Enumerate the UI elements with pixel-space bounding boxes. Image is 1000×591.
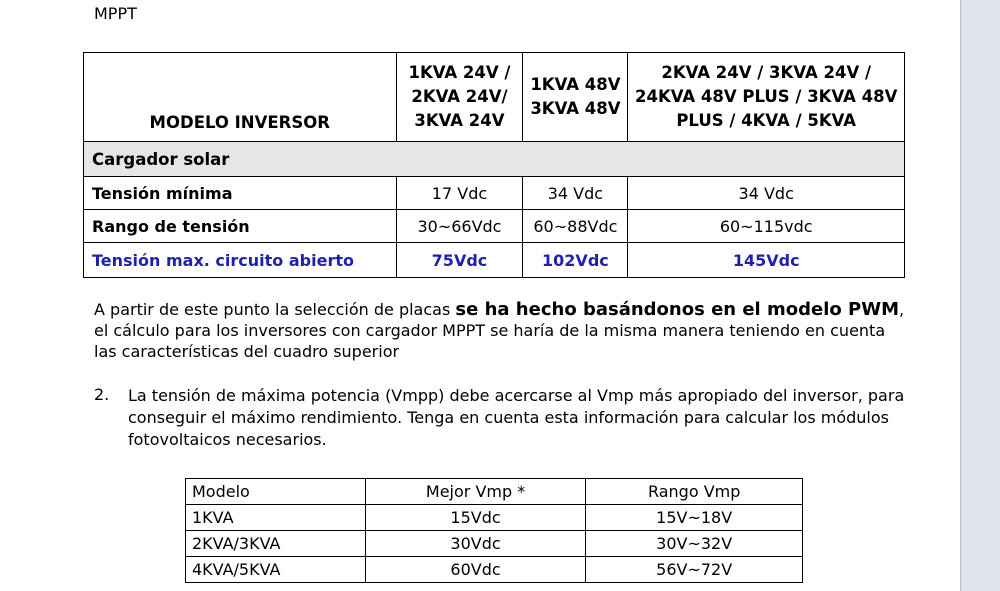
cell-value: 17 Vdc — [396, 177, 523, 210]
list-item-line: conseguir el máximo rendimiento. Tenga en cuenta esta información para calcular los módulos — [128, 408, 889, 427]
cell-value: 30Vdc — [365, 531, 586, 557]
cell-value: 75Vdc — [396, 243, 523, 278]
cell-value: 4KVA/5KVA — [186, 557, 366, 583]
table-row — [186, 505, 803, 531]
paragraph-text: A partir de este punto la selección de placas — [94, 300, 456, 319]
column-header: Modelo — [186, 479, 366, 505]
list-item-text — [128, 385, 918, 451]
paragraph — [94, 299, 914, 362]
cell-value: 30V~32V — [586, 531, 803, 557]
paragraph-line: las características del cuadro superior — [94, 342, 400, 361]
list-item-number: 2. — [94, 385, 110, 404]
cell-value: 30~66Vdc — [396, 210, 523, 243]
row-label: Rango de tensión — [84, 210, 397, 243]
column-header: Mejor Vmp * — [365, 479, 586, 505]
list-item-line: La tensión de máxima potencia (Vmpp) debe acercarse al Vmp más apropiado del inversor, para — [128, 386, 905, 405]
cell-value: 102Vdc — [523, 243, 628, 278]
column-header: Rango Vmp — [586, 479, 803, 505]
table-header-row — [186, 479, 803, 505]
cell-value: 60~115vdc — [628, 210, 905, 243]
paragraph-text: , — [898, 300, 905, 319]
row-label: Tensión max. circuito abierto — [84, 243, 397, 278]
col3-header-line: 2KVA 24V / 3KVA 24V / — [661, 63, 871, 82]
table-row — [84, 177, 905, 210]
vmp-table — [185, 478, 803, 583]
col1-header-line: 3KVA 24V — [414, 111, 505, 130]
model-header: MODELO INVERSOR — [84, 53, 397, 142]
cell-value: 60~88Vdc — [523, 210, 628, 243]
table-row — [186, 531, 803, 557]
paragraph-bold-text: se ha hecho basándonos en el modelo PWM — [455, 299, 899, 320]
col2-header — [523, 53, 628, 142]
row-label: Tensión mínima — [84, 177, 397, 210]
paragraph-line — [94, 299, 914, 320]
cell-value: 15Vdc — [365, 505, 586, 531]
col2-header-line: 1KVA 48V — [530, 75, 621, 94]
table-row — [84, 210, 905, 243]
col3-header-line: 24KVA 48V PLUS / 3KVA 48V — [635, 87, 898, 106]
table-row-highlighted — [84, 243, 905, 278]
section-row — [84, 142, 905, 177]
col1-header-line: 1KVA 24V / — [408, 63, 511, 82]
col1-header — [396, 53, 523, 142]
cell-value: 1KVA — [186, 505, 366, 531]
window-frame-edge — [960, 0, 1000, 591]
cell-value: 56V~72V — [586, 557, 803, 583]
table-row — [186, 557, 803, 583]
cell-value: 34 Vdc — [628, 177, 905, 210]
col1-header-line: 2KVA 24V/ — [411, 87, 508, 106]
cell-value: 2KVA/3KVA — [186, 531, 366, 557]
cell-value: 145Vdc — [628, 243, 905, 278]
section-label: Cargador solar — [84, 142, 905, 177]
inverter-specs-table — [83, 52, 905, 278]
col3-header-line: PLUS / 4KVA / 5KVA — [676, 111, 857, 130]
list-item-line: fotovoltaicos necesarios. — [128, 430, 327, 449]
col2-header-line: 3KVA 48V — [530, 99, 621, 118]
cell-value: 34 Vdc — [523, 177, 628, 210]
cell-value: 15V~18V — [586, 505, 803, 531]
paragraph-line: el cálculo para los inversores con cargador MPPT se haría de la misma manera teniendo en cuenta — [94, 321, 886, 340]
section-heading: MPPT — [94, 4, 137, 23]
col3-header — [628, 53, 905, 142]
cell-value: 60Vdc — [365, 557, 586, 583]
table-header-row — [84, 53, 905, 142]
